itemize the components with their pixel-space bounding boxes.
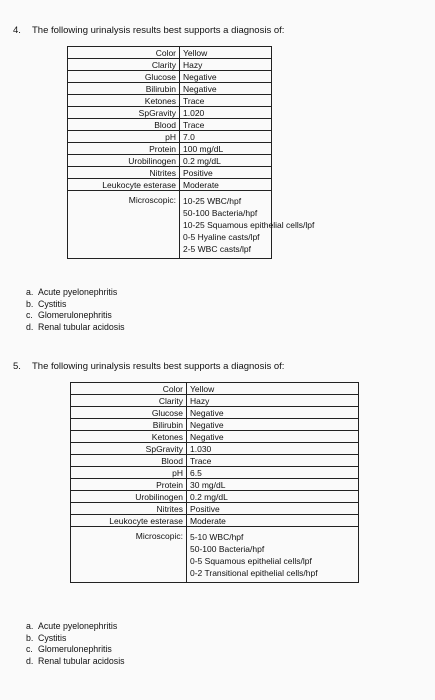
microscopic-finding: 2-5 WBC casts/lpf	[183, 244, 252, 254]
result-value: 30 mg/dL	[187, 479, 359, 491]
result-row	[71, 443, 359, 455]
result-row	[68, 71, 272, 83]
result-row	[71, 491, 359, 503]
question-text: The following urinalysis results best supports a diagnosis of:	[32, 361, 285, 372]
answer-choice	[26, 633, 125, 645]
urinalysis-table-q5	[70, 382, 359, 583]
result-value: Positive	[180, 167, 272, 179]
result-label: Glucose	[71, 407, 187, 419]
result-value: Positive	[187, 503, 359, 515]
result-row	[71, 503, 359, 515]
result-value: Trace	[180, 95, 272, 107]
result-label: Glucose	[68, 71, 180, 83]
result-row	[71, 515, 359, 527]
microscopic-row	[71, 527, 359, 583]
result-label: Clarity	[68, 59, 180, 71]
result-value: Yellow	[187, 383, 359, 395]
microscopic-row	[68, 191, 272, 259]
result-row	[68, 83, 272, 95]
urinalysis-table-q4	[67, 46, 315, 259]
answer-choice	[26, 299, 125, 311]
microscopic-finding: 0-5 Squamous epithelial cells/lpf	[190, 556, 312, 566]
result-value: Negative	[187, 407, 359, 419]
choice-letter: c.	[26, 644, 33, 654]
result-row	[68, 179, 272, 191]
result-label: Blood	[68, 119, 180, 131]
result-label: Protein	[68, 143, 180, 155]
answer-choice	[26, 322, 125, 334]
answer-choices-q5	[26, 621, 125, 667]
choice-letter: c.	[26, 310, 33, 320]
result-label: Protein	[71, 479, 187, 491]
question-number: 5.	[13, 361, 21, 372]
result-value: Negative	[187, 419, 359, 431]
result-row	[71, 383, 359, 395]
result-row	[71, 467, 359, 479]
result-value: 6.5	[187, 467, 359, 479]
result-label: Nitrites	[68, 167, 180, 179]
result-label: pH	[71, 467, 187, 479]
result-label: Urobilinogen	[68, 155, 180, 167]
result-value: Moderate	[187, 515, 359, 527]
result-value: Moderate	[180, 179, 272, 191]
question-5-prompt	[13, 361, 284, 372]
result-label: Color	[71, 383, 187, 395]
result-row	[71, 431, 359, 443]
result-row	[68, 95, 272, 107]
result-row	[68, 143, 272, 155]
microscopic-values	[187, 527, 359, 583]
result-row	[68, 155, 272, 167]
result-label: Ketones	[68, 95, 180, 107]
choice-letter: b.	[26, 298, 34, 309]
result-value: 0.2 mg/dL	[187, 491, 359, 503]
microscopic-finding: 0-2 Transitional epithelial cells/hpf	[190, 568, 318, 578]
microscopic-values	[180, 191, 315, 259]
choice-letter: a.	[26, 287, 34, 297]
question-4-prompt	[13, 25, 284, 36]
answer-choices-q4	[26, 287, 125, 333]
result-value: Hazy	[187, 395, 359, 407]
result-label: Leukocyte esterase	[71, 515, 187, 527]
choice-letter: b.	[26, 632, 34, 643]
microscopic-finding: 10-25 WBC/hpf	[183, 196, 242, 206]
answer-choice	[26, 287, 125, 299]
result-label: Leukocyte esterase	[68, 179, 180, 191]
result-label: SpGravity	[68, 107, 180, 119]
result-value: Yellow	[180, 47, 272, 59]
result-value: Negative	[180, 71, 272, 83]
result-value: 1.020	[180, 107, 272, 119]
microscopic-label: Microscopic:	[68, 191, 180, 259]
result-row	[68, 107, 272, 119]
result-label: Nitrites	[71, 503, 187, 515]
question-text: The following urinalysis results best supports a diagnosis of:	[32, 25, 285, 36]
microscopic-finding: 50-100 Bacteria/hpf	[183, 208, 258, 218]
answer-choice	[26, 656, 125, 668]
result-label: Blood	[71, 455, 187, 467]
result-label: Urobilinogen	[71, 491, 187, 503]
result-value: Negative	[187, 431, 359, 443]
choice-text: Cystitis	[38, 298, 67, 309]
choice-text: Cystitis	[38, 632, 67, 643]
result-label: Bilirubin	[71, 419, 187, 431]
result-label: Bilirubin	[68, 83, 180, 95]
choice-text: Renal tubular acidosis	[38, 321, 125, 332]
result-value: 1.030	[187, 443, 359, 455]
result-label: Ketones	[71, 431, 187, 443]
result-label: pH	[68, 131, 180, 143]
result-value: Trace	[187, 455, 359, 467]
result-row	[68, 59, 272, 71]
result-row	[71, 479, 359, 491]
choice-text: Acute pyelonephritis	[38, 287, 118, 297]
result-row	[71, 395, 359, 407]
choice-letter: a.	[26, 621, 34, 631]
choice-text: Acute pyelonephritis	[38, 621, 118, 631]
result-row	[68, 167, 272, 179]
result-label: SpGravity	[71, 443, 187, 455]
result-value: 100 mg/dL	[180, 143, 272, 155]
result-label: Clarity	[71, 395, 187, 407]
answer-choice	[26, 621, 125, 633]
result-value: Hazy	[180, 59, 272, 71]
result-row	[71, 455, 359, 467]
result-value: Trace	[180, 119, 272, 131]
microscopic-finding: 10-25 Squamous epithelial cells/lpf	[183, 220, 315, 230]
result-row	[71, 419, 359, 431]
choice-letter: d.	[26, 321, 34, 332]
microscopic-label: Microscopic:	[71, 527, 187, 583]
answer-choice	[26, 644, 125, 656]
microscopic-finding: 5-10 WBC/hpf	[190, 532, 244, 542]
choice-letter: d.	[26, 655, 34, 666]
result-row	[68, 47, 272, 59]
answer-choice	[26, 310, 125, 322]
question-number: 4.	[13, 25, 21, 36]
result-row	[68, 119, 272, 131]
result-value: Negative	[180, 83, 272, 95]
choice-text: Glomerulonephritis	[38, 644, 112, 654]
microscopic-finding: 50-100 Bacteria/hpf	[190, 544, 265, 554]
choice-text: Glomerulonephritis	[38, 310, 112, 320]
result-row	[68, 131, 272, 143]
result-row	[71, 407, 359, 419]
result-value: 7.0	[180, 131, 272, 143]
microscopic-finding: 0-5 Hyaline casts/lpf	[183, 232, 260, 242]
choice-text: Renal tubular acidosis	[38, 655, 125, 666]
result-value: 0.2 mg/dL	[180, 155, 272, 167]
result-label: Color	[68, 47, 180, 59]
